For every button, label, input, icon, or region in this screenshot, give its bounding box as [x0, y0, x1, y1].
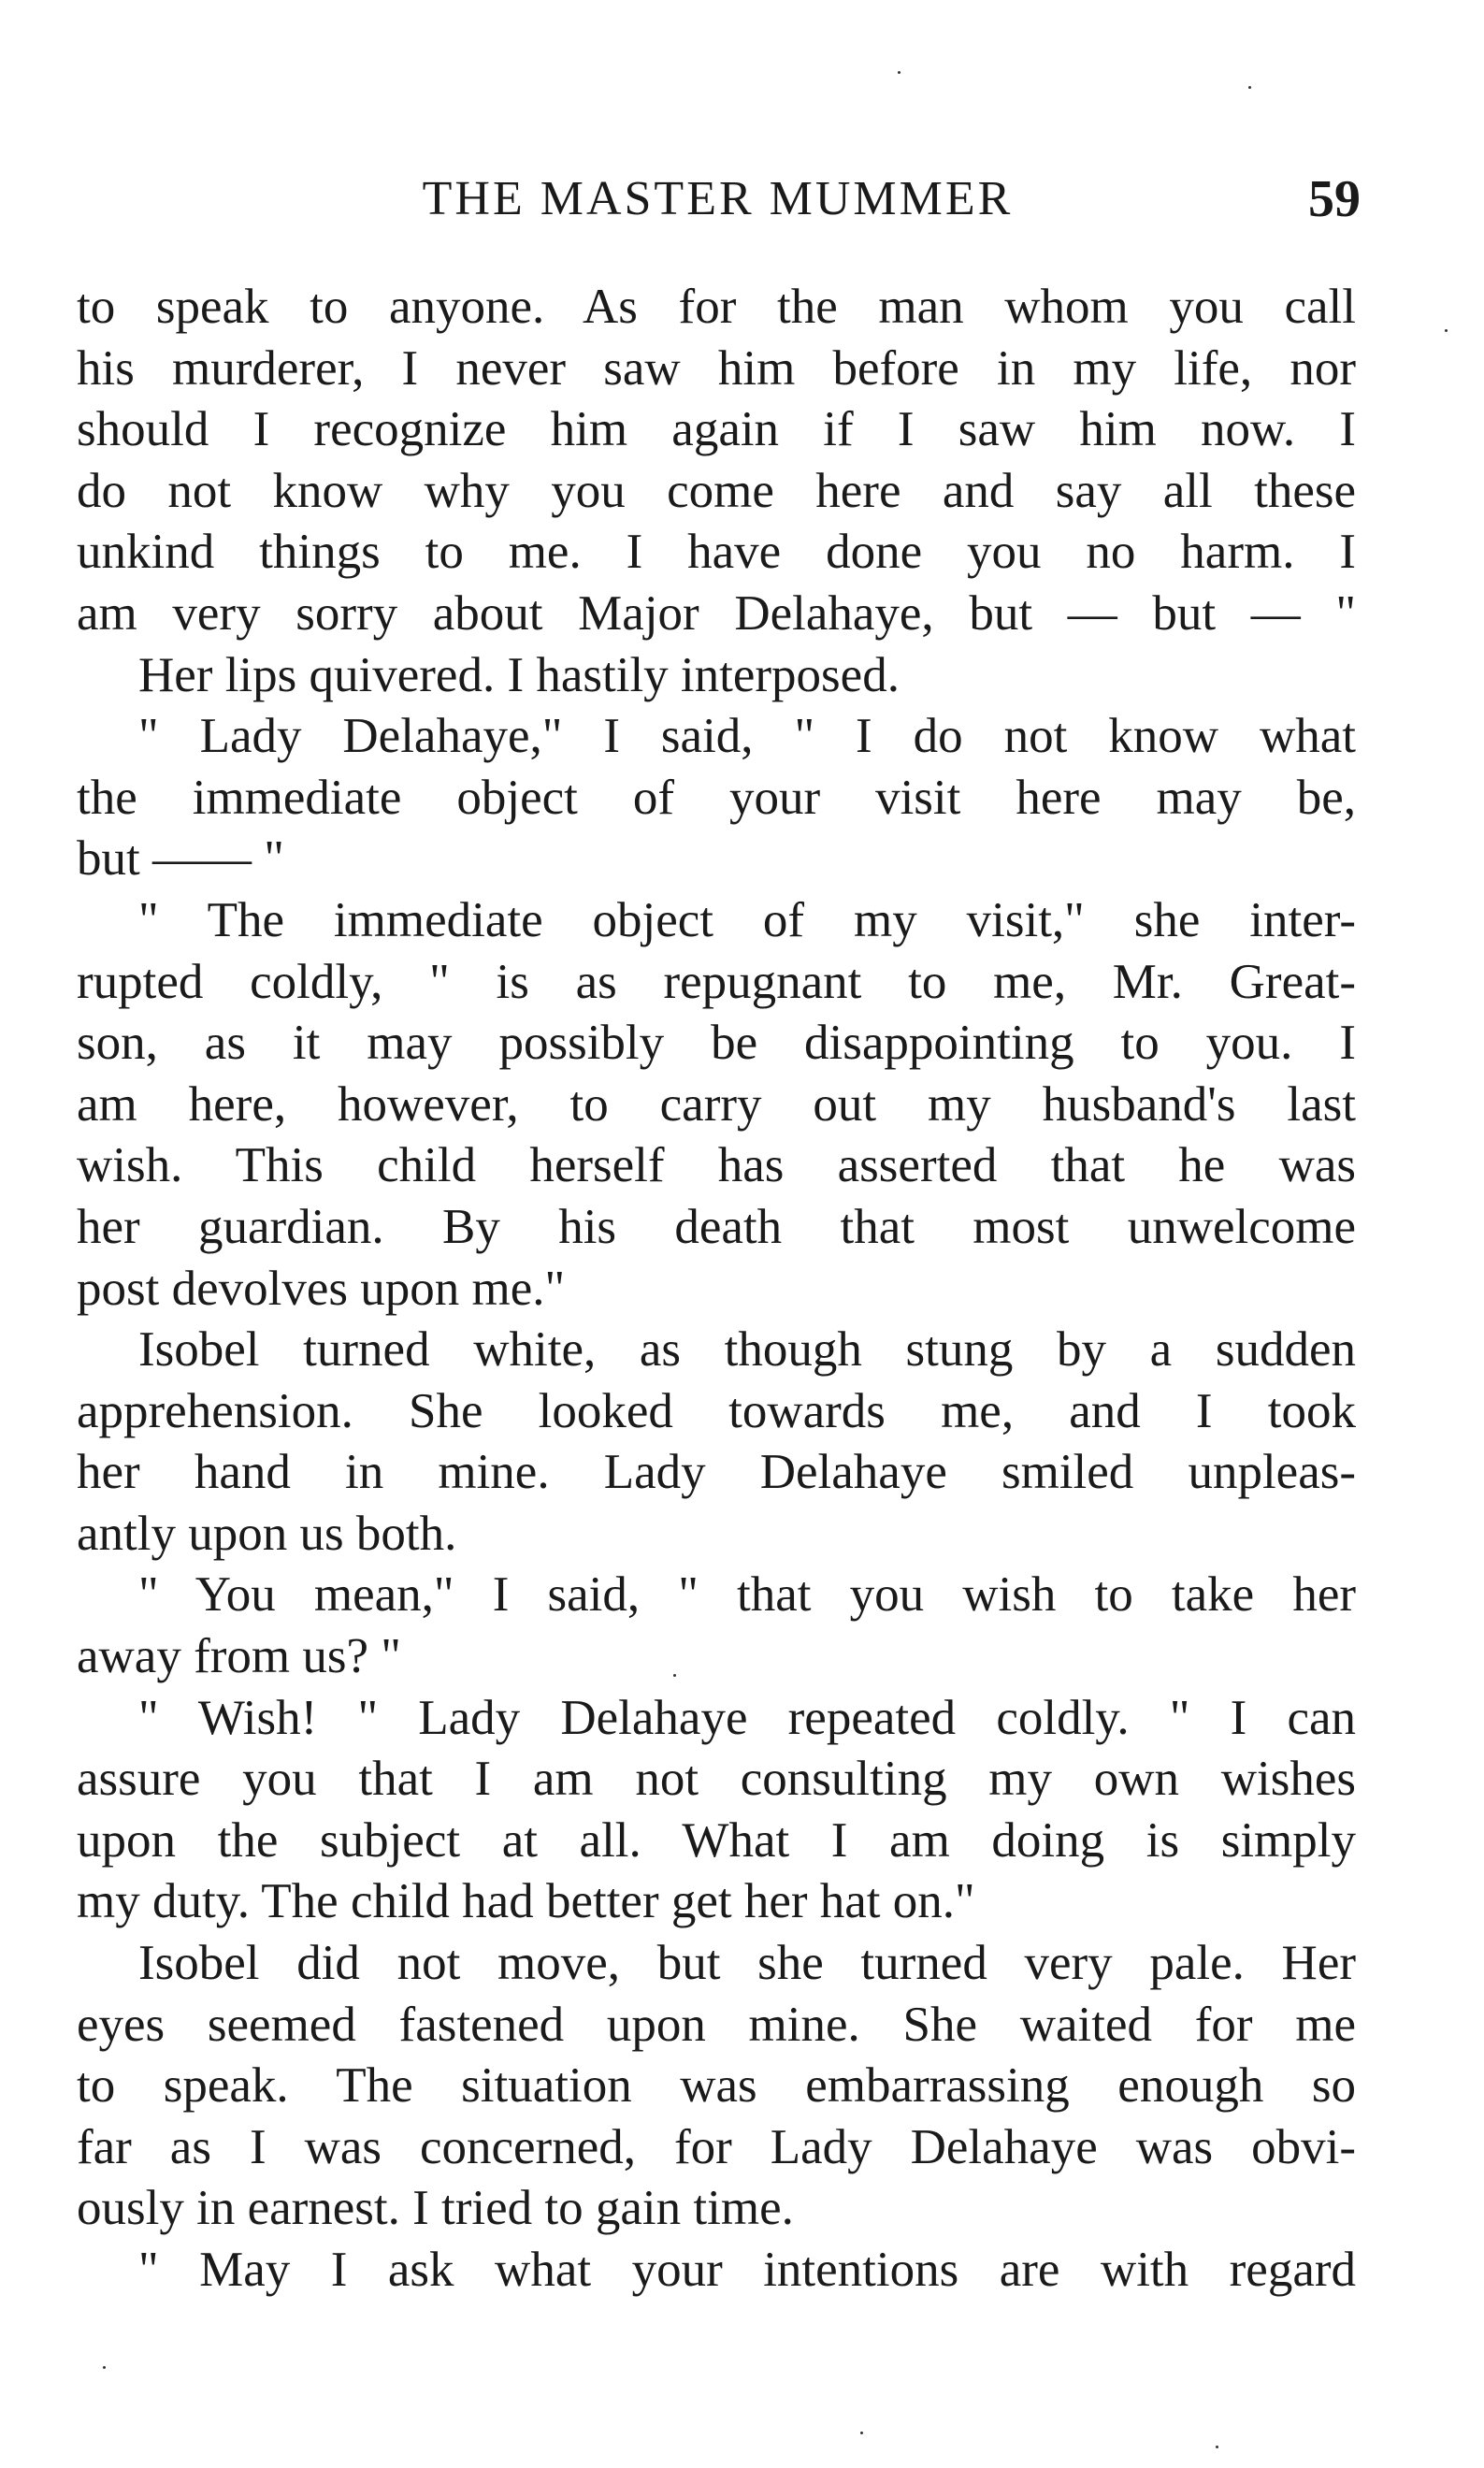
text-line: assure you that I am not consulting my own wishes [77, 1752, 1356, 1807]
scan-speck [898, 71, 900, 74]
text-line: his murderer, I never saw him before in my life, nor [77, 340, 1356, 396]
text-line: antly upon us both. [77, 1506, 457, 1561]
text-line: eyes seemed fastened upon mine. She waited for me [77, 1997, 1356, 2052]
scan-speck [1445, 329, 1448, 332]
text-line: should I recognize him again if I saw him now. I [77, 402, 1356, 457]
text-line: my duty. The child had better get her hat on." [77, 1874, 975, 1929]
text-line: the immediate object of your visit here may be, [77, 770, 1356, 825]
text-line: Isobel turned white, as though stung by a sudden [138, 1322, 1356, 1378]
scan-speck [1216, 2446, 1218, 2448]
text-line: far as I was concerned, for Lady Delahaye was obvi- [77, 2119, 1356, 2174]
running-header [75, 166, 1361, 232]
text-line: am very sorry about Major Delahaye, but — but — " [77, 585, 1356, 641]
text-line: " Lady Delahaye," I said, " I do not know what [138, 709, 1356, 764]
text-line: her guardian. By his death that most unwelcome [77, 1199, 1356, 1254]
text-line: " You mean," I said, " that you wish to take her [138, 1567, 1356, 1623]
page-number: 59 [1308, 170, 1361, 228]
scan-speck [103, 2366, 106, 2369]
text-line: away from us? " [77, 1629, 401, 1684]
scan-speck [860, 2432, 863, 2434]
text-line: unkind things to me. I have done you no harm. I [77, 525, 1356, 580]
text-line: post devolves upon me." [77, 1261, 566, 1316]
text-line: son, as it may possibly be disappointing to you. I [77, 1016, 1356, 1071]
scan-speck [673, 1674, 676, 1677]
text-line: upon the subject at all. What I am doing is simply [77, 1812, 1356, 1868]
text-line: but —— " [77, 831, 284, 887]
text-line: " Wish! " Lady Delahaye repeated coldly. " I can [138, 1690, 1356, 1745]
scan-speck [1248, 86, 1251, 89]
text-line: to speak to anyone. As for the man whom you call [77, 280, 1356, 334]
text-line: her hand in mine. Lady Delahaye smiled unpleas- [77, 1445, 1356, 1500]
text-line: am here, however, to carry out my husband's last [77, 1076, 1356, 1132]
body-text [77, 277, 1356, 2302]
text-line: wish. This child herself has asserted that he was [77, 1138, 1356, 1193]
text-line: " The immediate object of my visit," she inter- [138, 892, 1356, 947]
text-line: Isobel did not move, but she turned very pale. Her [138, 1936, 1356, 1991]
text-line: Her lips quivered. I hastily interposed. [138, 647, 900, 702]
text-line: " May I ask what your intentions are with regard [138, 2243, 1356, 2297]
text-line: apprehension. She looked towards me, and I took [77, 1383, 1356, 1438]
text-line: ously in earnest. I tried to gain time. [77, 2181, 794, 2236]
text-line: rupted coldly, " is as repugnant to me, Mr. Great- [77, 954, 1356, 1009]
running-title: THE MASTER MUMMER [422, 172, 1014, 225]
text-line: to speak. The situation was embarrassing enough so [77, 2058, 1356, 2114]
text-line: do not know why you come here and say all these [77, 463, 1356, 518]
